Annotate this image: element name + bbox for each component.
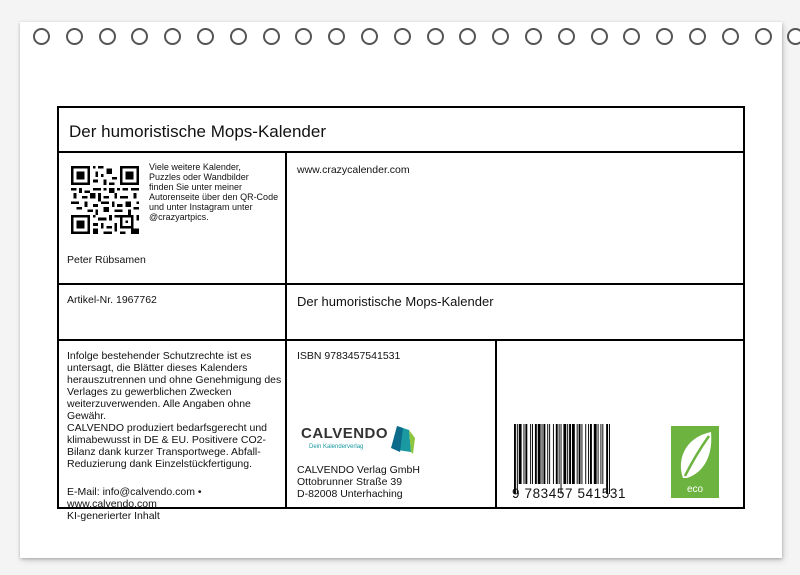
text-line: CALVENDO Verlag GmbH — [297, 464, 420, 476]
spiral-binding-holes — [0, 28, 800, 48]
barcode-bar — [569, 424, 571, 484]
text-line: Reduzierung dank Einzelstückfertigung. — [67, 458, 253, 470]
divider — [495, 339, 497, 507]
barcode-bar — [559, 424, 560, 484]
barcode-bar — [567, 424, 568, 484]
barcode-bar — [572, 424, 575, 484]
text-line: Gewähr. — [67, 410, 107, 422]
eco-notice — [67, 422, 267, 470]
barcode-bar — [514, 424, 516, 494]
publisher-address — [297, 464, 420, 500]
binding-hole — [722, 28, 739, 45]
binding-hole — [656, 28, 673, 45]
text-line: Verlages zu gewerblichen Zwecken — [67, 386, 232, 398]
binding-hole — [361, 28, 378, 45]
logo-name: CALVENDO — [301, 425, 389, 442]
binding-hole — [295, 28, 312, 45]
barcode-bar — [519, 424, 522, 484]
barcode-bar — [524, 424, 525, 484]
binding-hole — [164, 28, 181, 45]
text-line: KI-generierter Inhalt — [67, 510, 160, 522]
barcode-bar — [577, 424, 578, 484]
barcode-bar — [517, 424, 518, 494]
binding-hole — [33, 28, 50, 45]
barcode-bar — [547, 424, 548, 484]
logo-tagline: Dein Kalenderverlag — [309, 444, 364, 450]
barcode-bar — [594, 424, 597, 484]
binding-hole — [459, 28, 476, 45]
barcode-bar — [598, 424, 599, 484]
binding-hole — [131, 28, 148, 45]
article-number: Artikel-Nr. 1967762 — [67, 294, 157, 306]
text-line: Ottobrunner Straße 39 — [297, 476, 403, 488]
calvendo-logo — [301, 424, 421, 456]
binding-hole — [99, 28, 116, 45]
text-line: und unter Instagram unter — [149, 202, 253, 212]
barcode-bar — [581, 424, 582, 484]
author-name: Peter Rübsamen — [67, 254, 146, 266]
binding-hole — [427, 28, 444, 45]
text-line: Viele weitere Kalender, — [149, 162, 241, 172]
qr-code-icon — [71, 166, 139, 234]
article-title: Der humoristische Mops-Kalender — [297, 294, 494, 309]
binding-hole — [492, 28, 509, 45]
text-line: Puzzles oder Wandbilder — [149, 172, 249, 182]
rights-notice — [67, 350, 281, 422]
barcode-bar — [553, 424, 554, 484]
eco-label: eco — [686, 484, 704, 495]
barcode-bar — [538, 424, 541, 484]
barcode-bar — [588, 424, 589, 484]
divider — [59, 339, 743, 341]
barcode-digits: 9 783457 541531 — [512, 486, 627, 501]
barcode-bar — [556, 424, 558, 484]
binding-hole — [787, 28, 800, 45]
divider — [59, 283, 743, 285]
binding-hole — [263, 28, 280, 45]
binding-hole — [230, 28, 247, 45]
text-line: www.calvendo.com — [67, 498, 157, 510]
text-line: weiterzuverwenden. Alle Angaben ohne — [67, 398, 251, 410]
barcode-bar — [600, 424, 601, 484]
barcode-bar — [543, 424, 545, 484]
divider — [285, 151, 287, 507]
barcode-bar — [542, 424, 543, 484]
text-line: D-82008 Unterhaching — [297, 488, 403, 500]
text-line: @crazyartpics. — [149, 212, 209, 222]
binding-hole — [66, 28, 83, 45]
calendar-title: Der humoristische Mops-Kalender — [69, 122, 326, 141]
eco-badge-icon — [671, 426, 719, 498]
contact-info — [67, 486, 202, 522]
binding-hole — [525, 28, 542, 45]
text-line: CALVENDO produziert bedarfsgerecht und — [67, 422, 267, 434]
barcode-bar — [609, 424, 610, 494]
text-line: E-Mail: info@calvendo.com • — [67, 486, 202, 498]
binding-hole — [591, 28, 608, 45]
barcode-bar — [532, 424, 533, 484]
isbn-text: ISBN 9783457541531 — [297, 350, 401, 362]
text-line: finden Sie unter meiner — [149, 182, 243, 192]
barcode-bar — [535, 424, 537, 484]
barcode-bar — [579, 424, 581, 484]
website-url[interactable]: www.crazycalender.com — [297, 164, 410, 176]
barcode-bar — [561, 424, 562, 494]
barcode-bar — [602, 424, 603, 484]
binding-hole — [558, 28, 575, 45]
barcode-bar — [585, 424, 586, 484]
binding-hole — [755, 28, 772, 45]
text-line: Autorenseite über den QR-Code — [149, 192, 279, 202]
binding-hole — [394, 28, 411, 45]
author-info-text — [149, 162, 278, 222]
barcode-bar — [590, 424, 592, 484]
binding-hole — [689, 28, 706, 45]
binding-hole — [623, 28, 640, 45]
text-line: Bilanz dank kurzer Transportwege. Abfall- — [67, 446, 261, 458]
text-line: herauszutrennen und ohne Genehmigung des — [67, 374, 282, 386]
barcode-bar — [525, 424, 527, 484]
text-line: klimabewusst in DE & EU. Positivere CO2- — [67, 434, 266, 446]
binding-hole — [328, 28, 345, 45]
barcode-bar — [530, 424, 531, 484]
binding-hole — [197, 28, 214, 45]
ean-barcode-icon — [514, 424, 642, 494]
text-line: Infolge bestehender Schutzrechte ist es — [67, 350, 252, 362]
divider — [59, 151, 743, 153]
barcode-bar — [563, 424, 566, 484]
barcode-bar — [606, 424, 608, 494]
info-frame — [57, 106, 745, 522]
barcode-bar — [549, 424, 550, 484]
text-line: untersagt, die Blätter dieses Kalenders — [67, 362, 248, 374]
